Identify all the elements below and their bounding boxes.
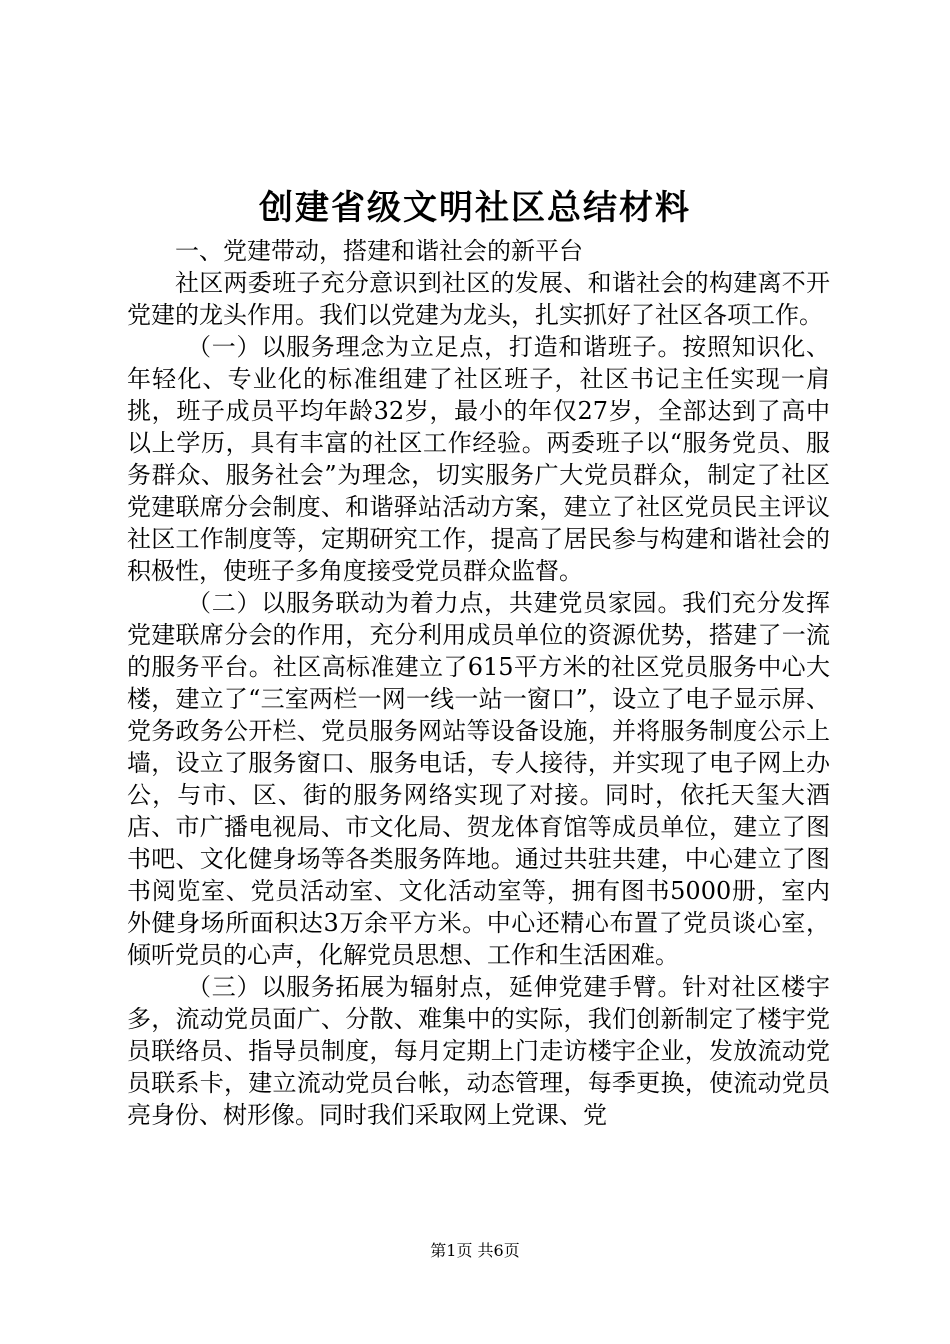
- paragraph-subsection-2: （二）以服务联动为着力点，共建党员家园。我们充分发挥党建联席分会的作用，充分利用成员单位的资源优势，搭建了一流的服务平台。社区高标准建立了615平方米的社区党员服务中心大楼，建立了“三室两栏一网一线一站一窗口”，设立了电子显示屏、党务政务公开栏、党员服务网站等设备设施，并将服务制度公示上墙，设立了服务窗口、服务电话，专人接待，并实现了电子网上办公，与市、区、街的服务网络实现了对接。同时，依托天玺大酒店、市广播电视局、市文化局、贺龙体育馆等成员单位，建立了图书吧、文化健身场等各类服务阵地。通过共驻共建，中心建立了图书阅览室、党员活动室、文化活动室等，拥有图书5000册，室内外健身场所面积达3万余平方米。中心还精心布置了党员谈心室，倾听党员的心声，化解党员思想、工作和生活困难。: [127, 589, 830, 969]
- section-heading: 一、党建带动，搭建和谐社会的新平台: [175, 237, 583, 265]
- page-footer: 第1页 共6页: [430, 1241, 520, 1260]
- document-title: 创建省级文明社区总结材料: [259, 188, 691, 228]
- paragraph-subsection-3: （三）以服务拓展为辐射点，延伸党建手臂。针对社区楼宇多，流动党员面广、分散、难集中的实际，我们创新制定了楼宇党员联络员、指导员制度，每月定期上门走访楼宇企业，发放流动党员联系卡，建立流动党员台帐，动态管理，每季更换，使流动党员亮身份、树形像。同时我们采取网上党课、党: [127, 973, 830, 1129]
- paragraph-subsection-1: （一）以服务理念为立足点，打造和谐班子。按照知识化、年轻化、专业化的标准组建了社区班子，社区书记主任实现一肩挑，班子成员平均年龄32岁，最小的年仅27岁，全部达到了高中以上学历，具有丰富的社区工作经验。两委班子以“服务党员、服务群众、服务社会”为理念，切实服务广大党员群众，制定了社区党建联席分会制度、和谐驿站活动方案，建立了社区党员民主评议社区工作制度等，定期研究工作，提高了居民参与构建和谐社会的积极性，使班子多角度接受党员群众监督。: [127, 333, 830, 585]
- document-body: [127, 235, 830, 1131]
- paragraph-intro: 社区两委班子充分意识到社区的发展、和谐社会的构建离不开党建的龙头作用。我们以党建为龙头，扎实抓好了社区各项工作。: [127, 269, 830, 329]
